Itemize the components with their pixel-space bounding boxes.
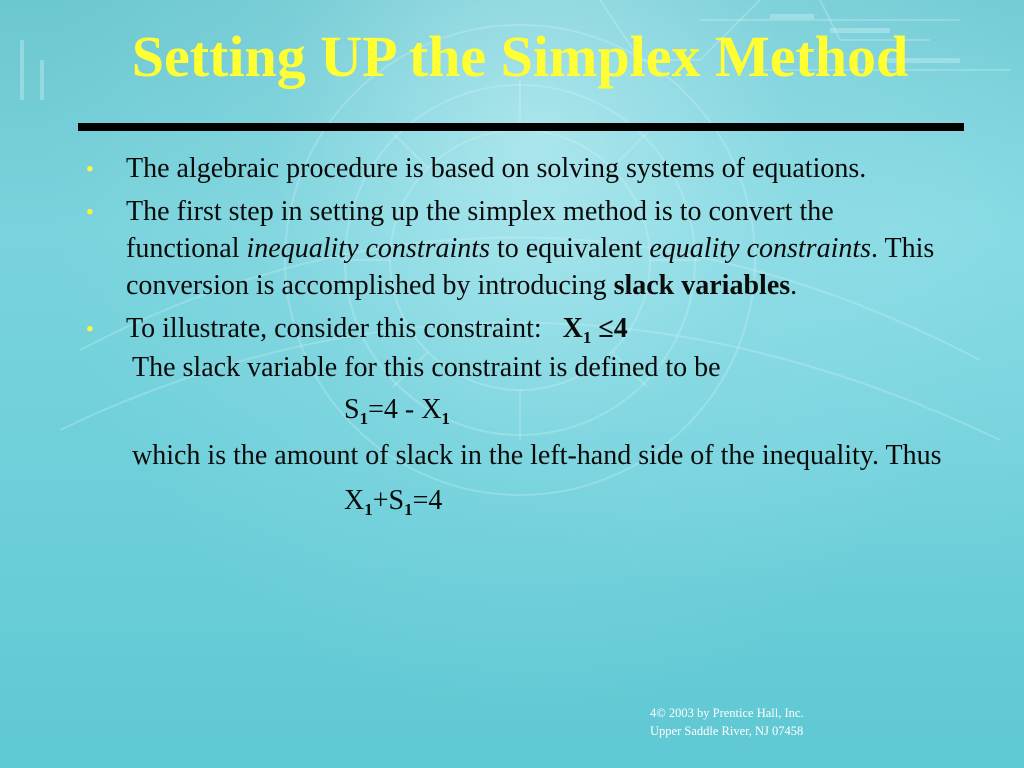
bullet-marker: • bbox=[86, 199, 94, 224]
footer-line-2: Upper Saddle River, NJ 07458 bbox=[650, 724, 804, 738]
emphasis-slack-variables: slack variables bbox=[613, 270, 791, 301]
bullet-item bbox=[86, 310, 946, 347]
title-divider bbox=[78, 123, 964, 131]
slack-equation: $S_1=4 - X_1$ bbox=[344, 394, 450, 428]
constraint-formula: $X_1 \le 4$ bbox=[562, 313, 628, 347]
bullet-item bbox=[86, 150, 946, 187]
slack-definition-text: The slack variable for this constraint is defined to be bbox=[132, 352, 721, 383]
slide-title: Setting UP the Simplex Method bbox=[131, 24, 909, 89]
bullet-marker: • bbox=[86, 316, 94, 341]
emphasis-inequality-constraints: inequality constraints bbox=[246, 233, 490, 264]
bullet-text-3: To illustrate, consider this constraint: $X_1 \le 4$ bbox=[126, 313, 628, 347]
emphasis-equality-constraints: equality constraints bbox=[649, 233, 872, 264]
bullet-text-1: The algebraic procedure is based on solving systems of equations. bbox=[126, 153, 867, 184]
bullet-item bbox=[86, 193, 946, 304]
bullet-marker: • bbox=[86, 156, 94, 181]
slack-explanation-text: which is the amount of slack in the left-hand side of the inequality. Thus bbox=[132, 440, 942, 471]
footer-line-1: 4© 2003 by Prentice Hall, Inc. bbox=[650, 706, 804, 720]
copyright-footer bbox=[650, 704, 804, 740]
bullet-text-2: The first step in setting up the simplex method is to convert the functional inequality constraints to equivalent equality constraints. This conversion is accomplished by introducing slack variables. bbox=[126, 196, 935, 301]
equality-equation: $X_1+S_1=4$ bbox=[344, 485, 443, 519]
slide-body bbox=[86, 150, 946, 528]
